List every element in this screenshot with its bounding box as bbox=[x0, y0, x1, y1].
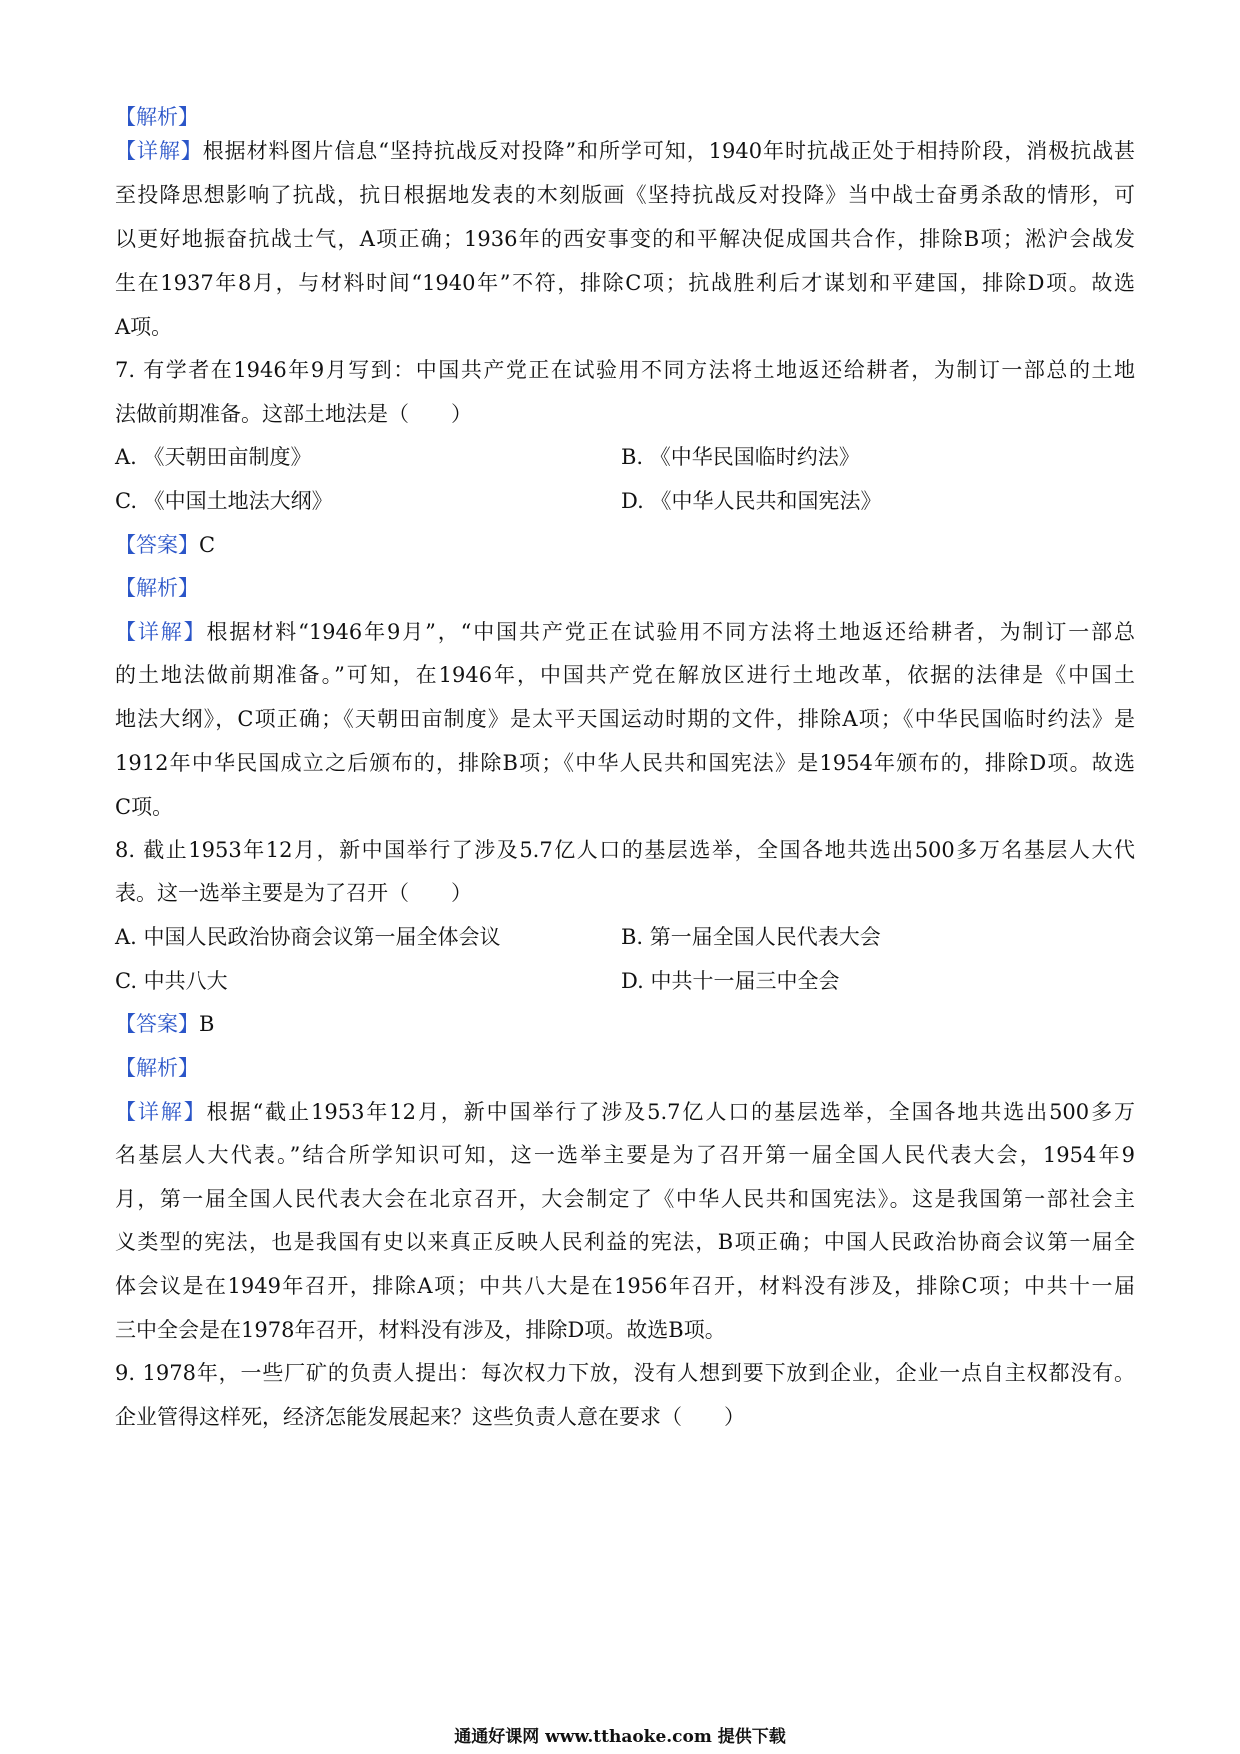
detail-line: 体会议是在1949年召开，排除A项；中共八大是在1956年召开，材料没有涉及，排除C项；中共十一届 bbox=[115, 1274, 1135, 1298]
detail-tag: 【详解】 bbox=[115, 620, 207, 644]
detail-line: 义类型的宪法，也是我国有史以来真正反映人民利益的宪法，B项正确；中国人民政治协商会议第一届全 bbox=[115, 1230, 1135, 1254]
option-a: A. 《天朝田亩制度》 bbox=[115, 445, 312, 469]
detail-line bbox=[115, 136, 1135, 166]
answer-value: B bbox=[199, 1012, 215, 1036]
analysis-heading-q6 bbox=[115, 102, 1135, 132]
detail-line bbox=[115, 1097, 1135, 1127]
page-footer: 通通好课网 www.tthaoke.com 提供下载 bbox=[454, 1727, 786, 1747]
option-c: C. 《中国土地法大纲》 bbox=[115, 489, 333, 513]
answer-tag: 【答案】 bbox=[115, 533, 199, 557]
detail-text: 根据材料“1946年9月”，“中国共产党正在试验用不同方法将土地返还给耕者，为制订一部总 bbox=[206, 620, 1136, 644]
analysis-heading-q8 bbox=[115, 1053, 1135, 1083]
option-c: C. 中共八大 bbox=[115, 969, 228, 993]
analysis-tag: 【解析】 bbox=[115, 105, 199, 129]
answer-value: C bbox=[199, 533, 216, 557]
option-b: B. 第一届全国人民代表大会 bbox=[621, 925, 881, 949]
detail-line: 名基层人大代表。”结合所学知识可知，这一选举主要是为了召开第一届全国人民代表大会，1954年9 bbox=[115, 1143, 1135, 1167]
detail-line: C项。 bbox=[115, 795, 174, 819]
option-d: D. 中共十一届三中全会 bbox=[621, 969, 840, 993]
detail-line: 月，第一届全国人民代表大会在北京召开，大会制定了《中华人民共和国宪法》。这是我国第一部社会主 bbox=[115, 1187, 1135, 1211]
answer-line-q7 bbox=[115, 530, 1135, 560]
question-8-stem: 表。这一选举主要是为了召开（ ） bbox=[115, 881, 472, 905]
question-9-stem: 9. 1978年，一些厂矿的负责人提出：每次权力下放，没有人想到要下放到企业，企业一点自主权都没有。 bbox=[115, 1361, 1135, 1385]
detail-line: A项。 bbox=[115, 315, 173, 339]
detail-line: 三中全会是在1978年召开，材料没有涉及，排除D项。故选B项。 bbox=[115, 1318, 726, 1342]
answer-line-q8 bbox=[115, 1009, 1135, 1039]
option-a: A. 中国人民政治协商会议第一届全体会议 bbox=[115, 925, 501, 949]
detail-text: 根据材料图片信息“坚持抗战反对投降”和所学可知，1940年时抗战正处于相持阶段，消极抗战甚 bbox=[202, 139, 1135, 163]
detail-line: 1912年中华民国成立之后颁布的，排除B项；《中华人民共和国宪法》是1954年颁布的，排除D项。故选 bbox=[115, 751, 1135, 775]
question-7-stem: 7. 有学者在1946年9月写到：中国共产党正在试验用不同方法将土地返还给耕者，为制订一部总的土地 bbox=[115, 358, 1135, 382]
detail-line: 地法大纲》，C项正确；《天朝田亩制度》是太平天国运动时期的文件，排除A项；《中华民国临时约法》是 bbox=[115, 707, 1135, 731]
detail-text: 根据“截止1953年12月，新中国举行了涉及5.7亿人口的基层选举，全国各地共选出500多万 bbox=[206, 1100, 1135, 1124]
analysis-tag: 【解析】 bbox=[115, 576, 199, 600]
question-9-stem: 企业管得这样死，经济怎能发展起来？这些负责人意在要求（ ） bbox=[115, 1405, 745, 1429]
detail-line: 以更好地振奋抗战士气，A项正确；1936年的西安事变的和平解决促成国共合作，排除B项；淞沪会战发 bbox=[115, 227, 1135, 251]
question-7-stem: 法做前期准备。这部土地法是（ ） bbox=[115, 402, 472, 426]
detail-tag: 【详解】 bbox=[115, 1100, 207, 1124]
analysis-tag: 【解析】 bbox=[115, 1056, 199, 1080]
analysis-heading-q7 bbox=[115, 573, 1135, 603]
option-d: D. 《中华人民共和国宪法》 bbox=[621, 489, 882, 513]
detail-line bbox=[115, 617, 1135, 647]
answer-tag: 【答案】 bbox=[115, 1012, 199, 1036]
question-8-stem: 8. 截止1953年12月，新中国举行了涉及5.7亿人口的基层选举，全国各地共选出500多万名基层人大代 bbox=[115, 838, 1135, 862]
detail-line: 至投降思想影响了抗战，抗日根据地发表的木刻版画《坚持抗战反对投降》当中战士奋勇杀敌的情形，可 bbox=[115, 183, 1135, 207]
option-b: B. 《中华民国临时约法》 bbox=[621, 445, 860, 469]
detail-line: 生在1937年8月，与材料时间“1940年”不符，排除C项；抗战胜利后才谋划和平建国，排除D项。故选 bbox=[115, 271, 1135, 295]
detail-tag: 【详解】 bbox=[115, 139, 203, 163]
detail-line: 的土地法做前期准备。”可知，在1946年，中国共产党在解放区进行土地改革，依据的法律是《中国土 bbox=[115, 663, 1135, 687]
